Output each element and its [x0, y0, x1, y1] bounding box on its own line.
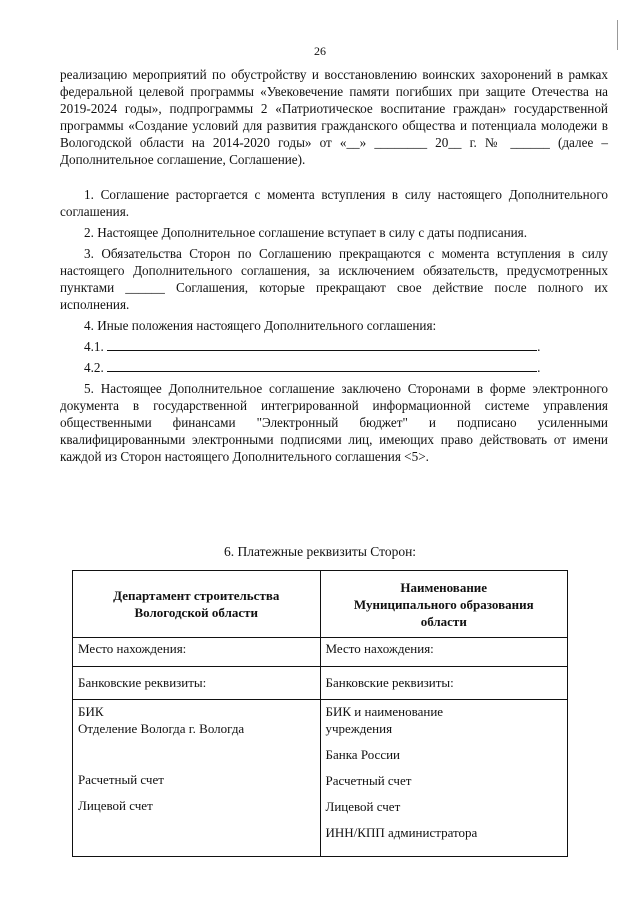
- personal-right-label: Лицевой счет: [325, 799, 401, 814]
- header-right-line-2: Муниципального образования: [353, 596, 534, 612]
- clause-5: 5. Настоящее Дополнительное соглашение заключено Сторонами в форме электронного документа в государственной интегрированной информационной системе управления общественными финансами "Электронный бюджет" и подписано усиленными квалифицированными электронными подписями лиц, имеющих право действовать от имени каждой из Сторон настоящего Дополнительного соглашения <5>.: [60, 381, 608, 464]
- clause-4-2-label: 4.2.: [84, 360, 104, 375]
- clauses: [60, 186, 608, 465]
- details-right: [320, 700, 568, 857]
- clause-4-1-label: 4.1.: [84, 339, 104, 354]
- header-right: [320, 571, 568, 638]
- header-left-line-2: Вологодской области: [134, 605, 259, 620]
- details-left: [73, 700, 321, 857]
- paragraph-intro: [60, 66, 608, 168]
- clause-2: 2. Настоящее Дополнительное соглашение вступает в силу с даты подписания.: [84, 225, 528, 240]
- settlement-left-label: Расчетный счет: [78, 772, 164, 787]
- bik-name-line-2: учреждения: [325, 721, 393, 736]
- header-right-line-1: Наименование: [400, 579, 488, 595]
- header-left-line-1: Департамент строительства: [113, 588, 280, 603]
- bank-right: Банковские реквизиты:: [320, 667, 568, 700]
- clause-4-1: 4.1. .: [84, 339, 541, 354]
- table-row: [73, 638, 568, 667]
- page-number: 26: [314, 44, 326, 58]
- settlement-right-label: Расчетный счет: [325, 773, 412, 788]
- clause-1: 1. Соглашение расторгается с момента вступления в силу настоящего Дополнительного соглашения.: [60, 187, 608, 219]
- table-row: [73, 667, 568, 700]
- inn-kpp-label: ИНН/КПП администратора: [325, 825, 478, 840]
- bank-left: Банковские реквизиты:: [73, 667, 321, 700]
- section-title-payment-details: 6. Платежные реквизиты Сторон:: [223, 544, 417, 559]
- table-header-row: [73, 571, 568, 638]
- table-row: [73, 700, 568, 857]
- paragraph-0: реализацию мероприятий по обустройству и восстановлению воинских захоронений в рамках федеральной целевой программы «Увековечение памяти погибших при защите Отечества на 2019-2024 годы», подпрограммы 2 «Патриотическое воспитание граждан» государственной программы «Создание условий для развития гражданского общества и потенциала молодежи в Вологодской области на 2014-2020 годы» от «__» ________ 20__ г. № ______ (далее – Дополнительное соглашение, Соглашение).: [60, 67, 608, 167]
- branch-label: Отделение Вологда г. Вологда: [78, 721, 245, 736]
- bik-name-line-1: БИК и наименование: [325, 704, 444, 719]
- location-left: Место нахождения:: [73, 638, 321, 667]
- location-right: Место нахождения:: [320, 638, 568, 667]
- clause-4-1-blank-line: [107, 338, 537, 351]
- clause-4-2-blank-line: [107, 359, 537, 372]
- personal-left-label: Лицевой счет: [78, 798, 153, 813]
- clause-4-2: 4.2. .: [84, 360, 541, 375]
- header-right-line-3: области: [420, 613, 467, 629]
- header-left: [73, 571, 321, 638]
- payment-details-table: [72, 570, 568, 857]
- bank-russia-label: Банка России: [325, 747, 401, 762]
- clause-4: 4. Иные положения настоящего Дополнительного соглашения:: [84, 318, 437, 333]
- bik-label: БИК: [78, 704, 104, 719]
- clause-3: 3. Обязательства Сторон по Соглашению прекращаются с момента вступления в силу настоящего Дополнительного соглашения, за исключением обязательств, предусмотренных пунктами ______ Соглашения, которые прекращают свое действие после полного их исполнения.: [60, 246, 608, 312]
